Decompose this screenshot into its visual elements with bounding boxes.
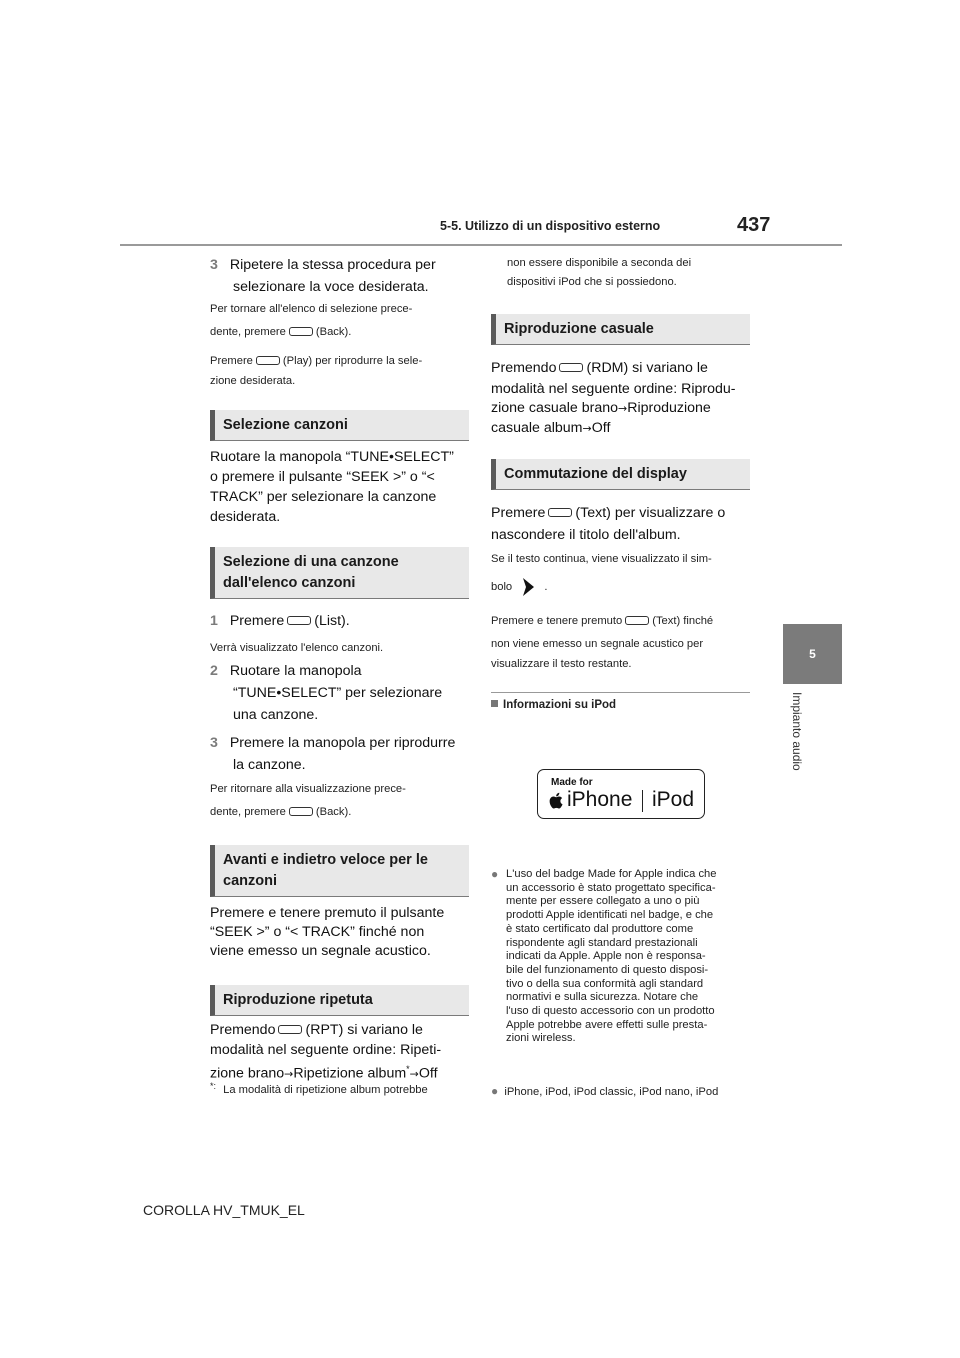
section-rule bbox=[491, 692, 750, 693]
note-text: dente, premere bbox=[210, 326, 286, 338]
arrow-icon: → bbox=[409, 1067, 419, 1081]
step-text: Ripetere la stessa procedura per bbox=[229, 257, 436, 273]
txt-text: (Text) per visualizzare o bbox=[575, 505, 726, 521]
note-back2-line1: Per ritornare alla visualizzazione prece- bbox=[210, 783, 406, 795]
cont-text: . bbox=[544, 580, 548, 593]
chapter-tab bbox=[783, 624, 842, 684]
rdm-line4 bbox=[491, 418, 610, 439]
badge-iphone: iPhone bbox=[567, 788, 633, 811]
list-step-1 bbox=[210, 611, 350, 631]
footnote-mark: *: bbox=[210, 1081, 217, 1091]
heading-commutazione-display: Commutazione del display bbox=[491, 459, 750, 490]
section-title: 5-5. Utilizzo di un dispositivo esterno bbox=[440, 219, 661, 233]
back-button-icon bbox=[289, 807, 313, 816]
cont-line1: Se il testo continua, viene visualizzato il sim- bbox=[491, 553, 712, 565]
bullet-item-2 bbox=[491, 1085, 718, 1100]
arrow-icon: → bbox=[284, 1067, 294, 1081]
info-title-text: Informazioni su iPod bbox=[503, 699, 617, 711]
bullet-line: mente per essere collegato a uno o più bbox=[506, 895, 700, 908]
note-text: (Play) per riprodurre la sele- bbox=[282, 355, 423, 367]
list-step-3 bbox=[210, 733, 455, 753]
step-text-cont: “TUNE•SELECT” per selezionare bbox=[233, 685, 443, 701]
bullet-line: l'uso di questo accessorio con un prodotto bbox=[506, 1005, 715, 1018]
footnote-cont-line2: dispositivi iPod che si possiedono. bbox=[507, 276, 677, 288]
circle-bullet-icon: ● bbox=[491, 867, 499, 881]
note-back-line1: Per tornare all'elenco di selezione prece- bbox=[210, 303, 413, 315]
rdm-text: casuale album bbox=[491, 420, 583, 436]
bullet-line: tivo o della sua conformità agli standard bbox=[506, 977, 704, 990]
step-text: Ruotare la manopola bbox=[229, 663, 362, 679]
text-button-icon bbox=[625, 616, 649, 625]
rpt-text: Premendo bbox=[210, 1022, 276, 1038]
badge-made-for: Made for bbox=[551, 777, 593, 788]
heading-selezione-canzoni: Selezione canzoni bbox=[210, 410, 469, 441]
sel-line3: TRACK” per selezionare la canzone bbox=[210, 489, 437, 505]
hold-line2: non viene emesso un segnale acustico per bbox=[491, 638, 704, 650]
play-button-icon bbox=[256, 356, 280, 365]
rpt-text: zione brano bbox=[210, 1065, 285, 1082]
cont-text: bolo bbox=[491, 580, 513, 593]
heading-line: canzoni bbox=[223, 873, 277, 889]
rdm-text: (RDM) si variano le bbox=[586, 360, 708, 376]
bullet-line: normativi e sulla sicurezza. Notare che bbox=[506, 991, 699, 1004]
footnote-cont-line1: non essere disponibile a seconda dei bbox=[507, 257, 692, 269]
bullet-line: bile del funzionamento di questo disposi- bbox=[506, 963, 709, 976]
rpt-line1 bbox=[210, 1020, 423, 1040]
note-text: dente, premere bbox=[210, 806, 286, 818]
hold-text: (Text) finché bbox=[652, 615, 714, 627]
heading-riproduzione-ripetuta: Riproduzione ripetuta bbox=[210, 985, 469, 1016]
heading-selezione-elenco bbox=[210, 547, 469, 599]
heading-line: Selezione di una canzone bbox=[223, 554, 399, 570]
footnote-star: * bbox=[406, 1064, 410, 1074]
chapter-label-text: Impianto audio bbox=[790, 692, 804, 771]
back-button-icon bbox=[289, 327, 313, 336]
rdm-button-icon bbox=[559, 363, 583, 372]
rdm-text: Premendo bbox=[491, 360, 557, 376]
rdm-line2: modalità nel seguente ordine: Riprodu- bbox=[491, 381, 736, 397]
footnote-text: La modalità di ripetizione album potrebbe bbox=[223, 1084, 428, 1096]
heading-line: dall'elenco canzoni bbox=[223, 575, 356, 591]
footer-model: COROLLA HV_TMUK_EL bbox=[143, 1202, 305, 1218]
heading-avanti-indietro bbox=[210, 845, 469, 897]
text-button-icon bbox=[548, 508, 572, 517]
bullet-line: indicati da Apple. Apple non è responsa- bbox=[506, 950, 706, 963]
bullet-line: L'uso del badge Made for Apple indica che bbox=[506, 868, 717, 880]
list-step-2 bbox=[210, 661, 362, 681]
rpt-text: Ripetizione album bbox=[293, 1065, 407, 1082]
av-line2: “SEEK >” o “< TRACK” finché non bbox=[210, 924, 425, 940]
rdm-text: Riproduzione bbox=[627, 400, 711, 416]
note-play-line1 bbox=[210, 351, 422, 371]
av-line1: Premere e tenere premuto il pulsante bbox=[210, 905, 445, 921]
hold-text: Premere e tenere premuto bbox=[491, 615, 623, 627]
step-text-cont: una canzone. bbox=[233, 707, 319, 723]
bullet-line: è stato certificato dal produttore come bbox=[506, 922, 694, 935]
sel-line1: Ruotare la manopola “TUNE•SELECT” bbox=[210, 449, 454, 465]
note-text: (Back). bbox=[315, 806, 352, 818]
step-number: 3 bbox=[210, 735, 218, 751]
step-text: Premere la manopola per riprodurre bbox=[229, 735, 456, 751]
square-bullet-icon bbox=[491, 700, 498, 707]
page-number: 437 bbox=[737, 214, 771, 236]
bullet-text: iPhone, iPod, iPod classic, iPod nano, iPod bbox=[504, 1086, 719, 1098]
arrow-icon: → bbox=[618, 402, 628, 415]
rpt-text: (RPT) si variano le bbox=[305, 1022, 423, 1038]
cont-line2 bbox=[491, 576, 547, 598]
sel-line4: desiderata. bbox=[210, 509, 281, 525]
txt-text: Premere bbox=[491, 505, 546, 521]
apple-logo-icon bbox=[549, 792, 563, 809]
chapter-label bbox=[790, 692, 804, 792]
arrow-icon: → bbox=[582, 422, 592, 435]
sel-line2: o premere il pulsante “SEEK >” o “< bbox=[210, 469, 435, 485]
note-play-line2: zione desiderata. bbox=[210, 375, 296, 387]
continue-arrow-icon bbox=[519, 576, 537, 598]
footnote bbox=[210, 1080, 428, 1100]
info-title bbox=[491, 698, 616, 712]
hold-line3: visualizzare il testo restante. bbox=[491, 658, 632, 670]
bullet-text bbox=[506, 868, 717, 1046]
rpt-button-icon bbox=[278, 1025, 302, 1034]
rpt-line2: modalità nel seguente ordine: Ripeti- bbox=[210, 1042, 442, 1058]
step-3 bbox=[210, 255, 436, 275]
rdm-line1 bbox=[491, 358, 708, 378]
note-text: (Back). bbox=[315, 326, 352, 338]
rdm-text: zione casuale brano bbox=[491, 400, 618, 416]
bullet-line: zioni wireless. bbox=[506, 1032, 576, 1045]
rdm-line3 bbox=[491, 398, 711, 419]
bullet-line: un accessorio è stato progettato specifica- bbox=[506, 881, 716, 894]
txt-line1 bbox=[491, 503, 725, 523]
av-line3: viene emesso un segnale acustico. bbox=[210, 943, 431, 959]
header-rule bbox=[120, 244, 842, 246]
bullet-line: Apple potrebbe avere effetti sulle presta- bbox=[506, 1018, 708, 1031]
hold-line1 bbox=[491, 611, 713, 631]
note-back2-line2 bbox=[210, 802, 351, 822]
rpt-text: Off bbox=[418, 1065, 438, 1082]
list-note: Verrà visualizzato l'elenco canzoni. bbox=[210, 642, 384, 654]
circle-bullet-icon: ● bbox=[491, 1084, 499, 1098]
list-button-icon bbox=[287, 616, 311, 625]
step-text-cont: la canzone. bbox=[233, 757, 306, 773]
bullet-line: prodotti Apple identificati nel badge, e che bbox=[506, 909, 714, 922]
step-number: 3 bbox=[210, 257, 218, 273]
note-text: Premere bbox=[210, 355, 253, 367]
txt-line2: nascondere il titolo dell'album. bbox=[491, 527, 681, 543]
badge-separator bbox=[642, 790, 643, 812]
heading-riproduzione-casuale: Riproduzione casuale bbox=[491, 314, 750, 345]
rdm-text: Off bbox=[591, 420, 611, 436]
step-number: 2 bbox=[210, 663, 218, 679]
step-text-cont: selezionare la voce desiderata. bbox=[233, 279, 429, 295]
note-back-line2 bbox=[210, 322, 351, 342]
step-text: (List). bbox=[314, 613, 350, 629]
bullet-line: rispondente agli standard prestazionali bbox=[506, 936, 698, 949]
heading-line: Avanti e indietro veloce per le bbox=[223, 852, 428, 868]
step-number: 1 bbox=[210, 613, 218, 629]
badge-ipod: iPod bbox=[652, 788, 695, 811]
chapter-number: 5 bbox=[809, 647, 816, 661]
step-text: Premere bbox=[229, 613, 285, 629]
